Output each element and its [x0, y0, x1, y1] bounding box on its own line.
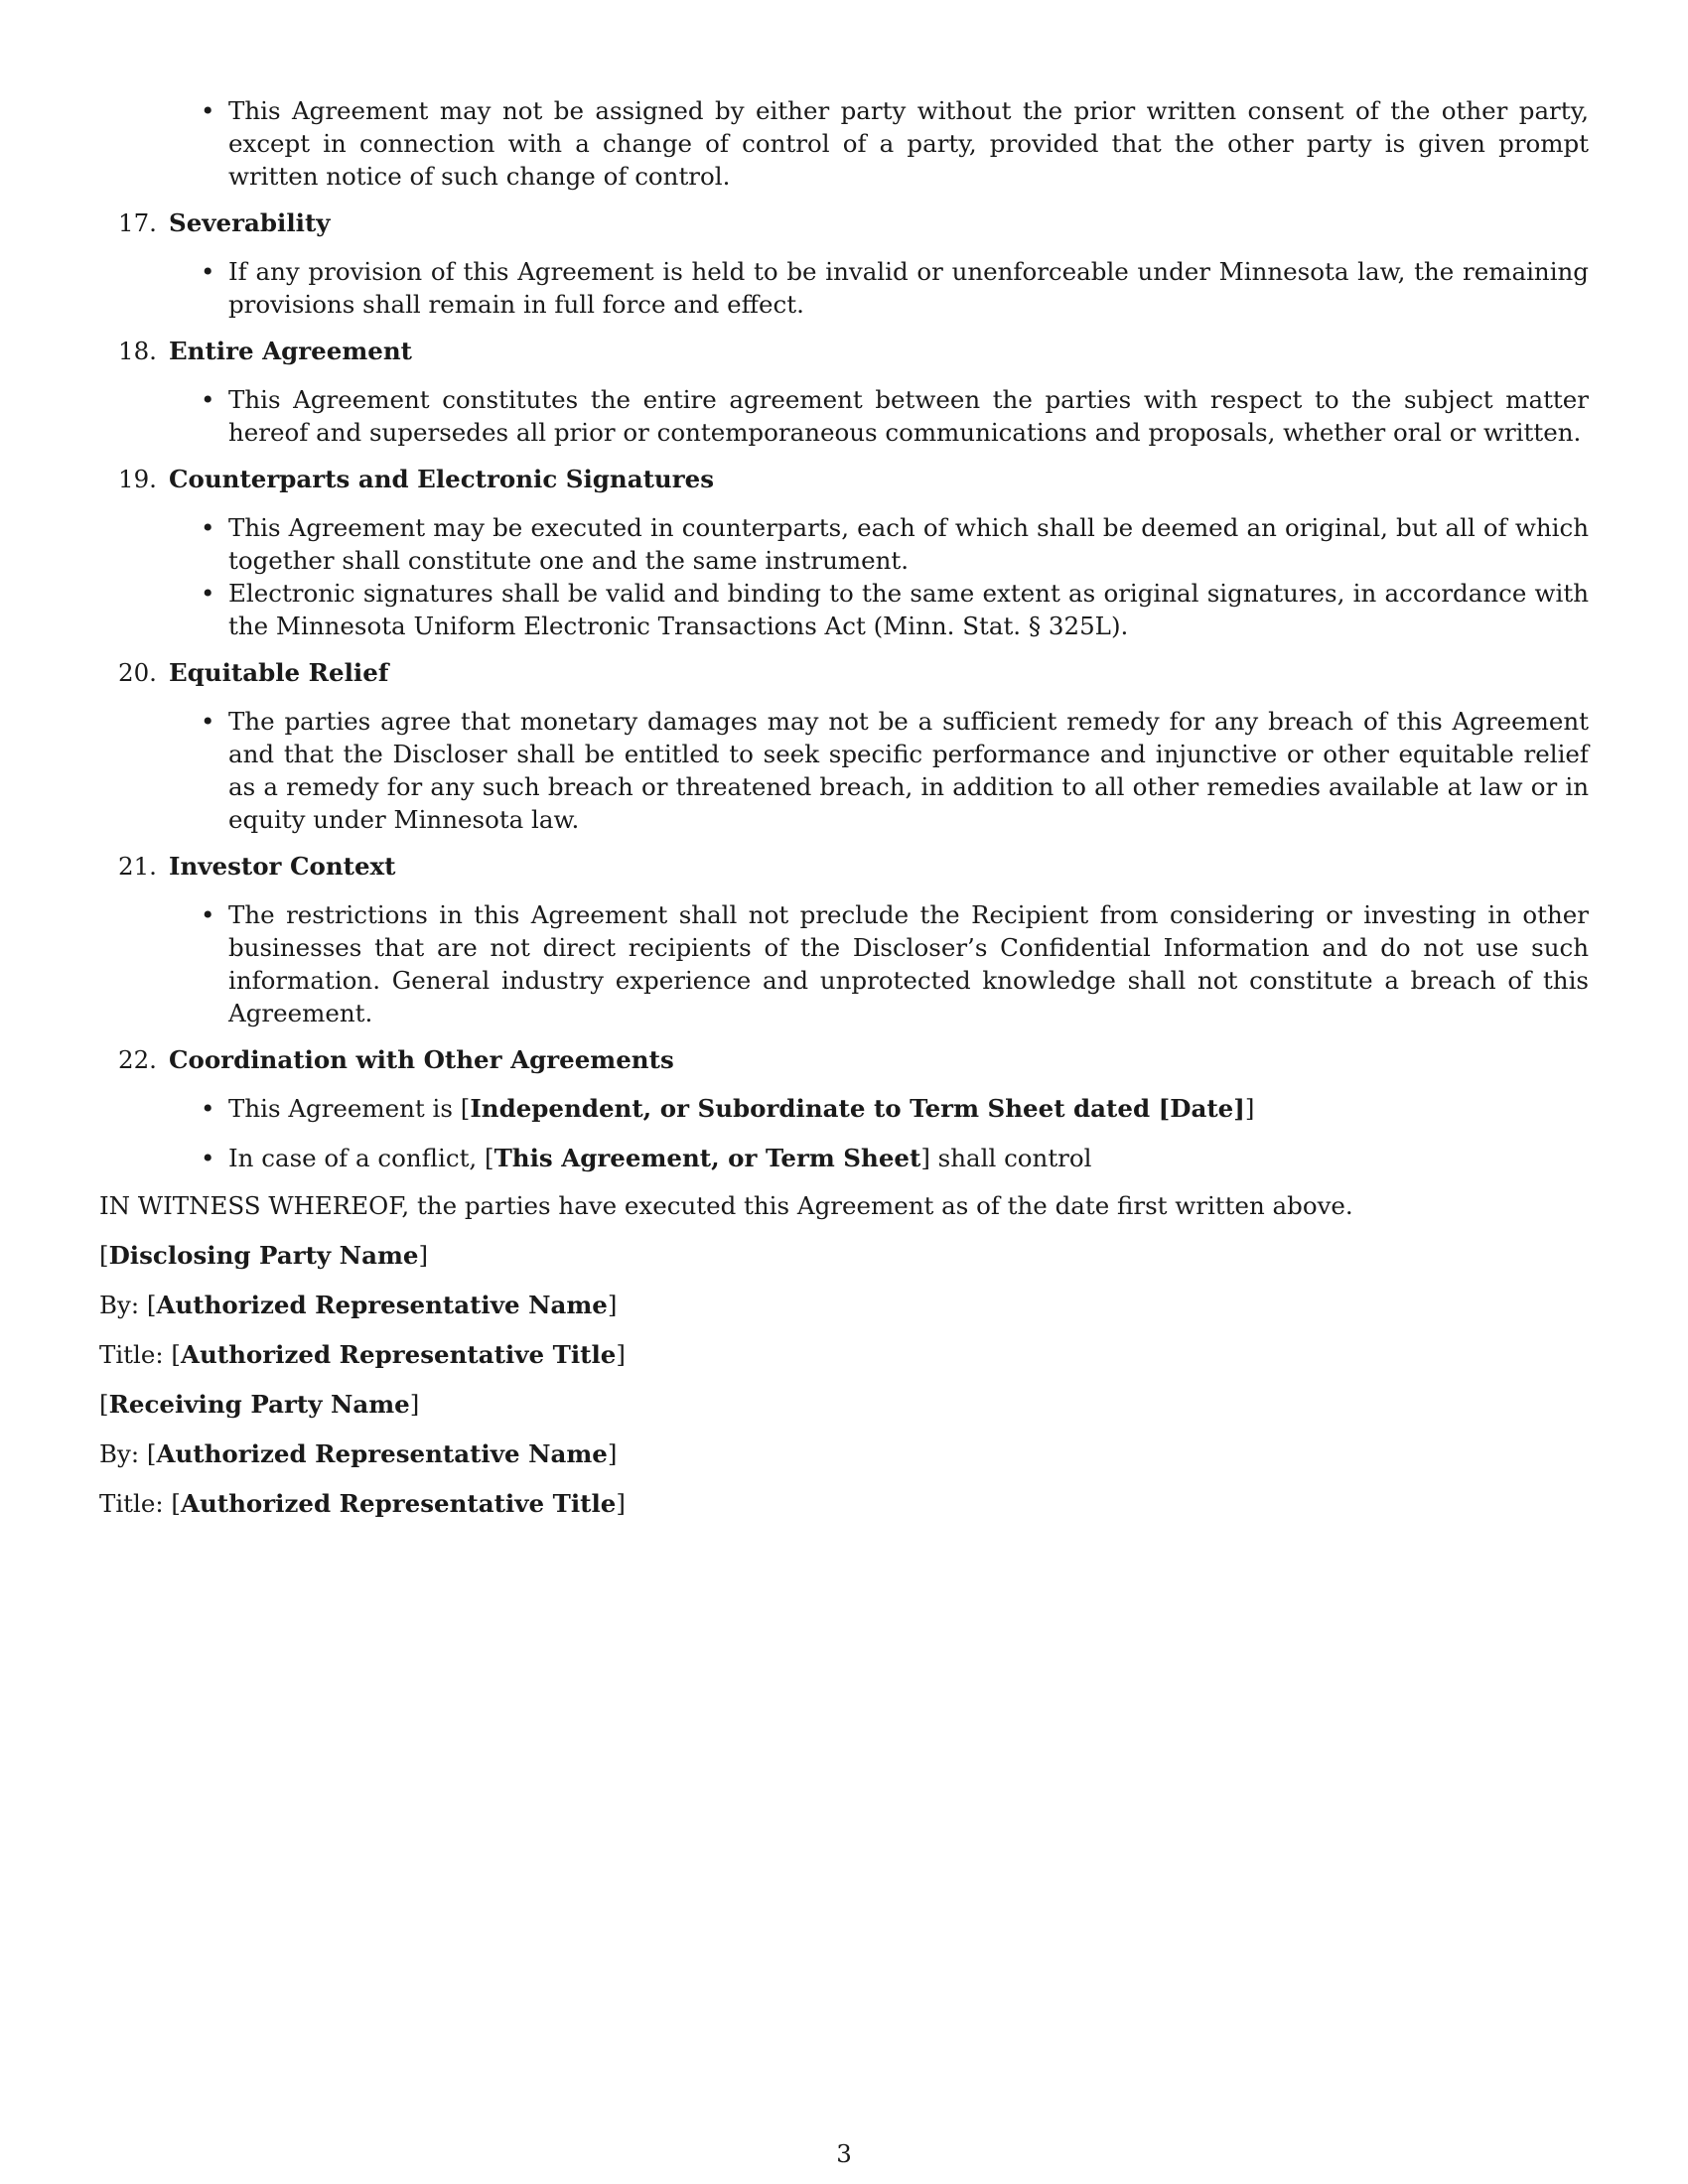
bullet-list: [99, 383, 1589, 449]
section-number: 21.: [118, 852, 157, 881]
receiving-party-line: [Receiving Party Name]: [99, 1390, 420, 1419]
bullet-item: [228, 1142, 1589, 1174]
bullet-item: • Electronic signatures shall be valid and binding to the same extent as original signatures, in accordance with the Minnesota Uniform Electronic Transactions Act (Minn. Stat. § 325L).: [228, 577, 1589, 642]
section-title: Severability: [169, 208, 331, 237]
witness-clause: IN WITNESS WHEREOF, the parties have executed this Agreement as of the date first written above.: [99, 1191, 1353, 1220]
section-18: [99, 335, 1589, 449]
section-title: Equitable Relief: [169, 658, 389, 687]
section-19: [99, 463, 1589, 642]
bullet-list: [99, 255, 1589, 321]
bullet-list: [99, 898, 1589, 1029]
bullet-text: In case of a conflict, [: [228, 1144, 494, 1172]
section-number: 17.: [118, 208, 157, 237]
title-label: Title:: [99, 1489, 164, 1518]
signature-block: [99, 1239, 1589, 1520]
by-label: By:: [99, 1291, 140, 1319]
bullet-text: ]: [1244, 1094, 1255, 1123]
disclosing-party-name: Disclosing Party Name: [108, 1241, 419, 1270]
bullet-list: [99, 511, 1589, 642]
bullet-text: This Agreement is [: [228, 1094, 471, 1123]
by-label: By:: [99, 1439, 140, 1468]
disclosing-by-line: By: [Authorized Representative Name]: [99, 1291, 618, 1319]
bullet-item: • If any provision of this Agreement is held to be invalid or unenforceable under Minnesota law, the remaining provisions shall remain in full force and effect.: [228, 255, 1589, 321]
disclosing-party-line: [Disclosing Party Name]: [99, 1241, 429, 1270]
rep-title-placeholder: Authorized Representative Title: [180, 1340, 617, 1369]
bullet-item: • This Agreement may not be assigned by either party without the prior written consent of the other party, except in connection with a change of control of a party, provided that the other party is given prompt written notice of such change of control.: [228, 94, 1589, 193]
bullet-text: ] shall control: [920, 1144, 1092, 1172]
section-heading: [99, 463, 1589, 495]
bullet-item: • The restrictions in this Agreement shall not preclude the Recipient from considering or investing in other businesses that are not direct recipients of the Discloser’s Confidential Information and do not use such information. General industry experience and unprotected knowledge shall not constitute a breach of this Agreement.: [228, 898, 1589, 1029]
bullet-item: • This Agreement may be executed in counterparts, each of which shall be deemed an original, but all of which together shall constitute one and the same instrument.: [228, 511, 1589, 577]
section-20: [99, 656, 1589, 836]
section-heading: [99, 656, 1589, 689]
placeholder-bold: Independent, or Subordinate to Term Sheet dated [Date]: [470, 1094, 1245, 1123]
rep-name-placeholder: Authorized Representative Name: [156, 1291, 608, 1319]
section-heading: [99, 850, 1589, 883]
section-title: Coordination with Other Agreements: [169, 1045, 674, 1074]
section-heading: [99, 206, 1589, 239]
bullet-list: [99, 1092, 1589, 1174]
page-number: 3: [836, 2139, 852, 2168]
intro-bullet-list: [99, 94, 1589, 193]
section-title: Counterparts and Electronic Signatures: [169, 465, 715, 493]
bullet-list: [99, 705, 1589, 836]
section-title: Investor Context: [169, 852, 396, 881]
section-number: 19.: [118, 465, 157, 493]
rep-name-placeholder: Authorized Representative Name: [156, 1439, 608, 1468]
section-21: [99, 850, 1589, 1029]
disclosing-title-line: Title: [Authorized Representative Title]: [99, 1340, 626, 1369]
section-number: 18.: [118, 337, 157, 365]
section-number: 22.: [118, 1045, 157, 1074]
section-17: [99, 206, 1589, 321]
placeholder-bold: This Agreement, or Term Sheet: [493, 1144, 921, 1172]
bullet-item: [228, 1092, 1589, 1125]
receiving-by-line: By: [Authorized Representative Name]: [99, 1439, 618, 1468]
rep-title-placeholder: Authorized Representative Title: [180, 1489, 617, 1518]
section-heading: [99, 335, 1589, 367]
bullet-item: • This Agreement constitutes the entire agreement between the parties with respect to the subject matter hereof and supersedes all prior or contemporaneous communications and proposals, whether oral or written.: [228, 383, 1589, 449]
section-22: [99, 1043, 1589, 1174]
section-heading: [99, 1043, 1589, 1076]
document-page: [99, 94, 1589, 1520]
bullet-item: • The parties agree that monetary damages may not be a sufficient remedy for any breach of this Agreement and that the Discloser shall be entitled to seek specific performance and injunctive or other equitable relief as a remedy for any such breach or threatened breach, in addition to all other remedies available at law or in equity under Minnesota law.: [228, 705, 1589, 836]
section-number: 20.: [118, 658, 157, 687]
receiving-title-line: Title: [Authorized Representative Title]: [99, 1489, 626, 1518]
title-label: Title:: [99, 1340, 164, 1369]
section-title: Entire Agreement: [169, 337, 412, 365]
receiving-party-name: Receiving Party Name: [108, 1390, 410, 1419]
